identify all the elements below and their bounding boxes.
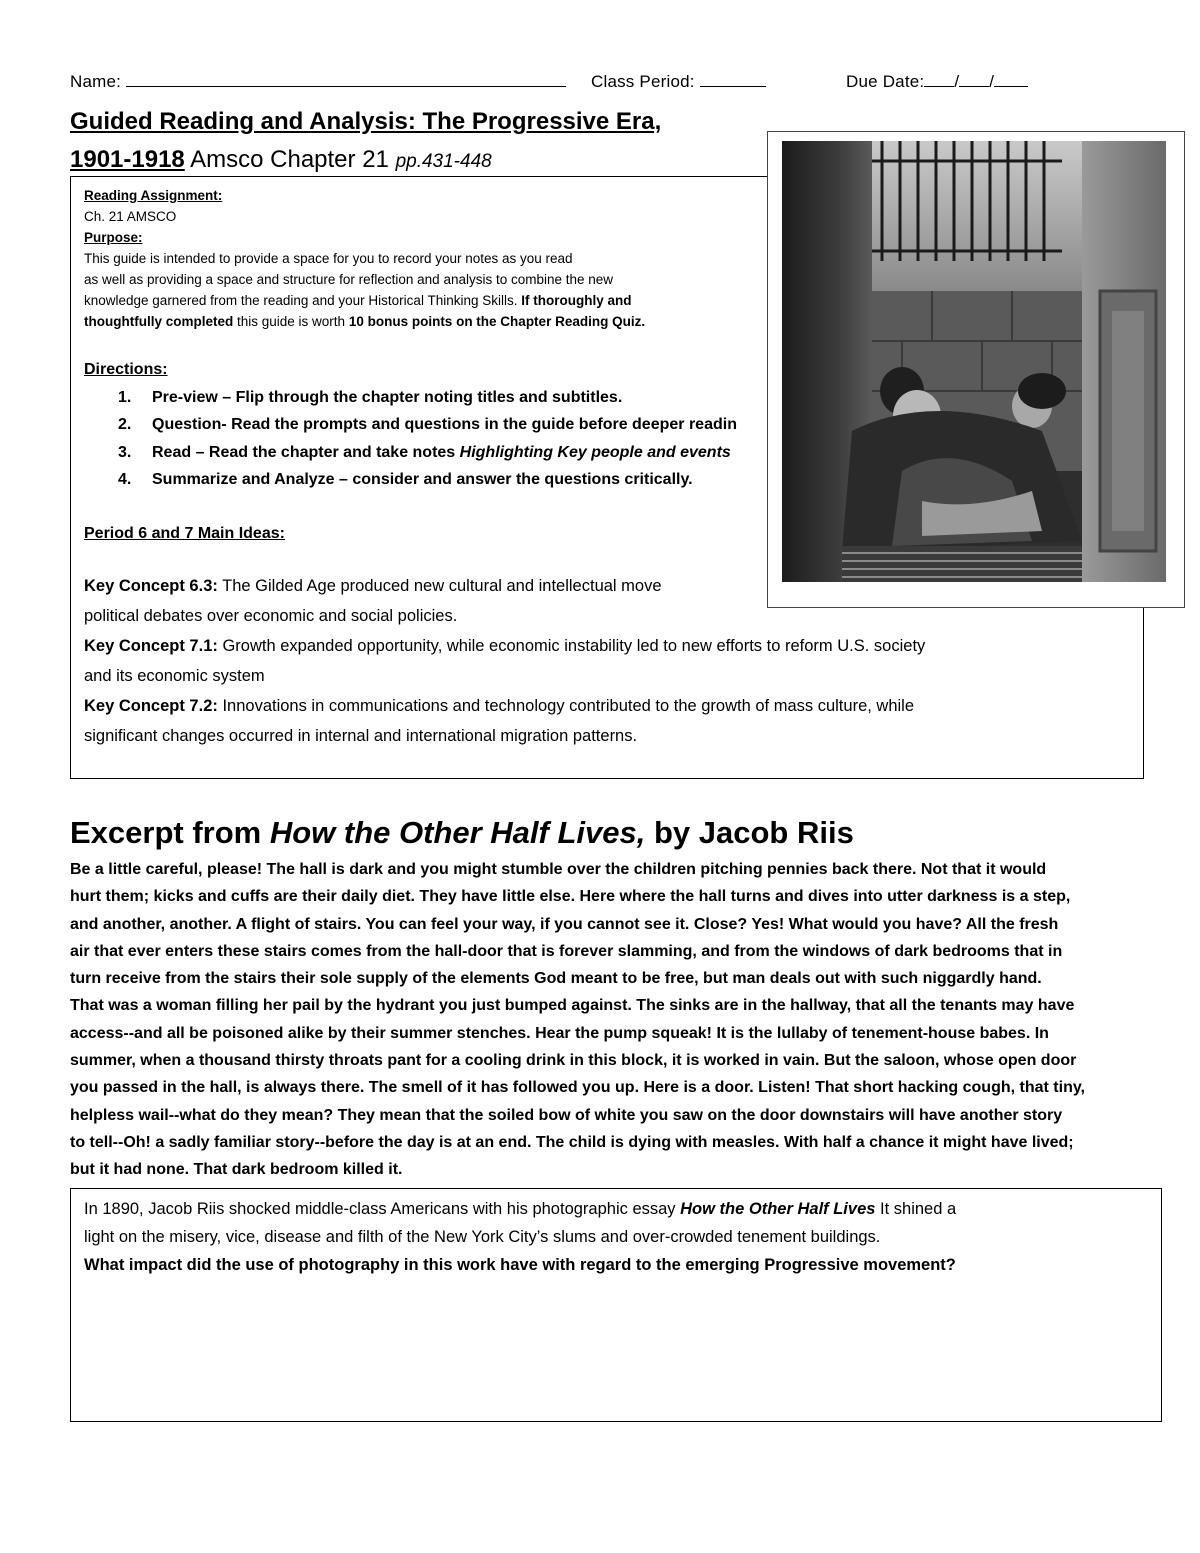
excerpt-line: turn receive from the stairs their sole supply of the elements God meant to be free, but man deals out with such niggardly hand. [70,970,1042,988]
directions-list [84,384,784,494]
class-period-label: Class Period: [591,72,695,91]
direction-number: 1. [118,388,132,406]
excerpt-line: helpless wail--what do they mean? They mean that the soiled bow of white you saw on the door downstairs will have another story [70,1106,1063,1124]
direction-text: Read – Read the chapter and take notes [152,443,460,461]
excerpt-book-title: How the Other Half Lives, [269,815,646,850]
main-ideas-label: Period 6 and 7 Main Ideas: [84,525,285,542]
page-subtitle [70,146,492,174]
due-month-blank[interactable] [924,72,954,87]
key-concept-7-2 [84,691,1134,721]
direction-number: 4. [118,471,132,488]
title-pages: pp.431-448 [395,151,492,172]
title-dates: 1901-1918 [70,146,185,173]
directions-label: Directions: [84,361,168,378]
due-date-field[interactable] [846,72,1028,92]
directions-section [84,356,784,494]
purpose-line: This guide is intended to provide a space for you to record your notes as you read [84,251,573,266]
class-period-field[interactable] [591,72,766,92]
purpose-text: knowledge garnered from the reading and your Historical Thinking Skills. [84,293,518,308]
excerpt-line: and another, another. A flight of stairs. You can feel your way, if you cannot see it. Close? Yes! What would you have? All the fresh [70,915,1059,933]
direction-item [84,411,784,439]
excerpt-line: access--and all be poisoned alike by their summer stenches. Hear the pump squeak! It is the lullaby of tenement-house babes. In [70,1024,1049,1042]
excerpt-author: by Jacob Riis [645,815,854,850]
due-date-sep: / [989,72,995,91]
concept-label: Key Concept 7.1: [84,637,218,655]
excerpt-line: summer, when a thousand thirsty throats pant for a cooling drink in this block, it is worked in vain. But the saloon, whose open door [70,1052,1077,1070]
purpose-line [84,290,774,311]
concept-text: and its economic system [84,667,265,685]
page-title [70,108,661,136]
question-prompt: What impact did the use of photography in this work have with regard to the emerging Progressive movement? [84,1256,956,1274]
excerpt-line: That was a woman filling her pail by the hydrant you just bumped against. The sinks are in the hallway, that all the tenants may have [70,997,1075,1015]
reading-assignment-value: Ch. 21 AMSCO [84,209,177,224]
excerpt-title-text: Excerpt from [70,815,270,850]
direction-number: 3. [118,443,132,461]
direction-item [84,439,784,467]
concept-text: significant changes occurred in internal and international migration patterns. [84,727,638,745]
concept-text: Growth expanded opportunity, while economic instability led to new efforts to reform U.S. society [217,637,926,655]
title-main: Guided Reading and Analysis: The Progressive Era, [70,108,662,135]
name-label: Name: [70,72,122,91]
due-year-blank[interactable] [994,72,1028,87]
photo-frame [767,131,1185,608]
assignment-section [84,185,774,332]
question-intro-text: It shined a [875,1200,957,1218]
direction-item [84,384,784,412]
class-period-blank[interactable] [700,72,766,87]
reading-assignment-label: Reading Assignment: [84,188,223,203]
excerpt-line: to tell--Oh! a sadly familiar story--before the day is at an end. The child is dying with measles. With half a chance it might have lived; [70,1133,1074,1151]
direction-text: Pre-view – Flip through the chapter noting titles and subtitles. [152,388,623,406]
excerpt-line: air that ever enters these stairs comes from the hall-door that is forever slamming, and from the windows of dark bedrooms that in [70,942,1063,960]
purpose-bold: 10 bonus points on the Chapter Reading Quiz. [348,314,646,329]
direction-text: Summarize and Analyze – consider and answer the questions critically. [152,471,693,488]
concept-label: Key Concept 6.3: [84,577,218,595]
question-intro-text: In 1890, Jacob Riis shocked middle-class Americans with his photographic essay [84,1200,681,1218]
due-day-blank[interactable] [959,72,989,87]
direction-italic: Highlighting Key people and events [459,443,731,461]
excerpt-title [70,815,854,851]
excerpt-line: you passed in the hall, is always there. The smell of it has followed you up. Here is a door. Listen! That short hacking cough, that tiny, [70,1079,1085,1097]
due-date-sep: / [954,72,960,91]
answer-area[interactable] [84,1290,1150,1412]
excerpt-line: hurt them; kicks and cuffs are their daily diet. They have little else. Here where the hall turns and dives into utter darkness is a step, [70,888,1071,906]
key-concept-7-1 [84,631,1134,661]
concept-text: political debates over economic and social policies. [84,607,458,625]
concept-label: Key Concept 7.2: [84,697,218,715]
purpose-bold: If thoroughly and [521,293,632,308]
direction-item [84,466,784,494]
tenement-children-photo [782,141,1166,582]
excerpt-body [70,856,1140,1184]
question-intro [84,1195,1154,1223]
excerpt-line: Be a little careful, please! The hall is dark and you might stumble over the children pitching pennies back there. Not that it would [70,861,1047,878]
concept-text: The Gilded Age produced new cultural and intellectual move [217,577,662,595]
question-intro-line: light on the misery, vice, disease and filth of the New York City’s slums and over-crowded tenement buildings. [84,1228,881,1246]
concept-text: Innovations in communications and technology contributed to the growth of mass culture, while [217,697,915,715]
direction-number: 2. [118,416,132,433]
title-chapter: Amsco Chapter 21 [190,146,389,173]
question-book-title: How the Other Half Lives [680,1200,876,1218]
due-date-label: Due Date: [846,72,925,91]
purpose-bold: thoughtfully completed [84,314,234,329]
excerpt-line: but it had none. That dark bedroom killed it. [70,1161,403,1179]
purpose-label: Purpose: [84,230,143,245]
question-text [84,1195,1154,1279]
photo-illustration [782,141,1166,582]
purpose-line: as well as providing a space and structure for reflection and analysis to combine the new [84,272,614,287]
purpose-line [84,311,774,332]
direction-text: Question- Read the prompts and questions in the guide before deeper readin [152,416,737,433]
name-blank[interactable] [126,72,566,87]
name-field[interactable] [70,72,566,92]
purpose-text: this guide is worth [233,314,349,329]
